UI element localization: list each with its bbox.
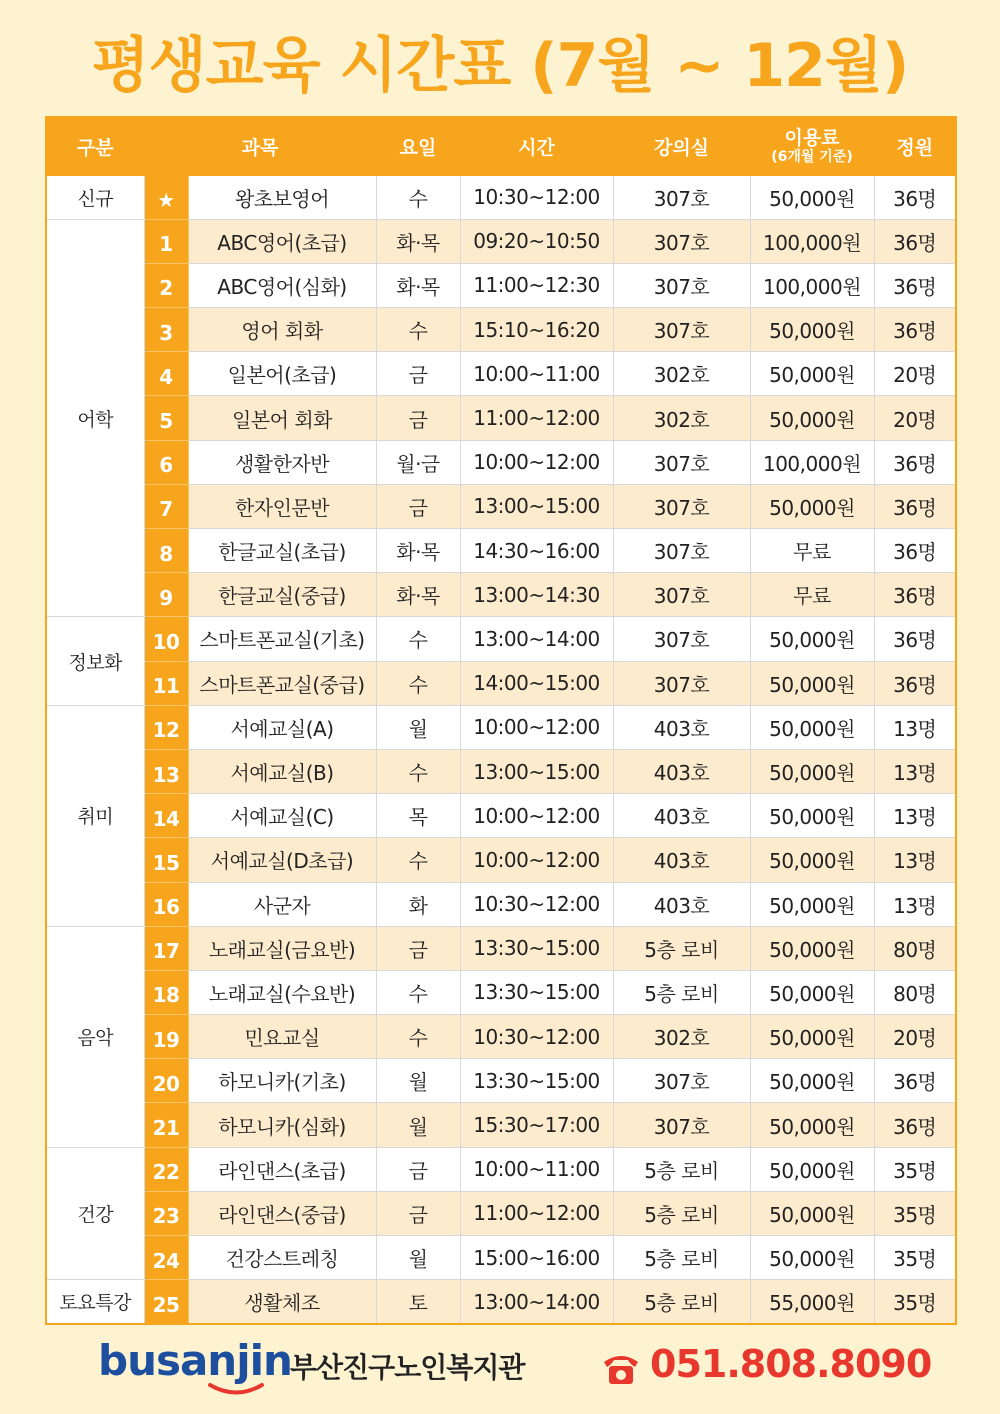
table-row — [46, 794, 956, 838]
room-cell: 403호 — [613, 838, 750, 882]
fee-cell: 55,000원 — [750, 1280, 874, 1324]
room-cell: 5층 로비 — [613, 1280, 750, 1324]
time-cell: 13:30~15:00 — [460, 926, 613, 970]
category-cell: 건강 — [46, 1147, 144, 1280]
row-number: 11 — [144, 661, 188, 705]
room-cell: 307호 — [613, 263, 750, 307]
fee-cell: 무료 — [750, 573, 874, 617]
time-cell: 10:00~12:00 — [460, 705, 613, 749]
table-row — [46, 1236, 956, 1280]
subject-cell: 영어 회화 — [188, 308, 376, 352]
row-number: 15 — [144, 838, 188, 882]
fee-cell: 50,000원 — [750, 1015, 874, 1059]
header-fee-note: (6개월 기준) — [771, 149, 853, 166]
room-cell: 5층 로비 — [613, 1236, 750, 1280]
fee-cell: 50,000원 — [750, 352, 874, 396]
row-number: 12 — [144, 705, 188, 749]
time-cell: 09:20~10:50 — [460, 219, 613, 263]
capacity-cell: 35명 — [874, 1280, 956, 1324]
room-cell: 307호 — [613, 440, 750, 484]
time-cell: 10:00~12:00 — [460, 838, 613, 882]
subject-cell: 건강스트레칭 — [188, 1236, 376, 1280]
category-cell: 정보화 — [46, 617, 144, 705]
row-number: 9 — [144, 573, 188, 617]
subject-cell: 노래교실(수요반) — [188, 970, 376, 1014]
subject-cell: ABC영어(심화) — [188, 263, 376, 307]
capacity-cell: 13명 — [874, 705, 956, 749]
time-cell: 13:30~15:00 — [460, 1059, 613, 1103]
day-cell: 수 — [376, 308, 460, 352]
day-cell: 수 — [376, 970, 460, 1014]
subject-cell: 민요교실 — [188, 1015, 376, 1059]
row-number: 20 — [144, 1059, 188, 1103]
capacity-cell: 20명 — [874, 396, 956, 440]
time-cell: 10:00~11:00 — [460, 352, 613, 396]
schedule-table — [45, 116, 957, 1325]
room-cell: 302호 — [613, 396, 750, 440]
capacity-cell: 35명 — [874, 1147, 956, 1191]
row-number: 2 — [144, 263, 188, 307]
day-cell: 금 — [376, 396, 460, 440]
capacity-cell: 36명 — [874, 573, 956, 617]
header-fee-label: 이용료 — [784, 127, 840, 150]
row-number: 17 — [144, 926, 188, 970]
subject-cell: 라인댄스(초급) — [188, 1147, 376, 1191]
day-cell: 수 — [376, 617, 460, 661]
table-row — [46, 1103, 956, 1147]
table-body — [46, 175, 956, 1324]
fee-cell: 100,000원 — [750, 263, 874, 307]
time-cell: 11:00~12:30 — [460, 263, 613, 307]
row-number: 4 — [144, 352, 188, 396]
row-number: 24 — [144, 1236, 188, 1280]
day-cell: 화·목 — [376, 529, 460, 573]
subject-cell: 스마트폰교실(기초) — [188, 617, 376, 661]
row-number: 5 — [144, 396, 188, 440]
capacity-cell: 36명 — [874, 219, 956, 263]
fee-cell: 50,000원 — [750, 175, 874, 219]
room-cell: 302호 — [613, 352, 750, 396]
fee-cell: 100,000원 — [750, 219, 874, 263]
day-cell: 수 — [376, 661, 460, 705]
row-number: 7 — [144, 484, 188, 528]
fee-cell: 50,000원 — [750, 794, 874, 838]
row-number: 6 — [144, 440, 188, 484]
table-row — [46, 529, 956, 573]
subject-cell: 한글교실(초급) — [188, 529, 376, 573]
time-cell: 10:30~12:00 — [460, 175, 613, 219]
table-row — [46, 308, 956, 352]
day-cell: 금 — [376, 926, 460, 970]
day-cell: 금 — [376, 484, 460, 528]
table-row — [46, 838, 956, 882]
time-cell: 15:30~17:00 — [460, 1103, 613, 1147]
category-cell: 취미 — [46, 705, 144, 926]
table-row — [46, 573, 956, 617]
time-cell: 10:30~12:00 — [460, 1015, 613, 1059]
table-row — [46, 175, 956, 219]
room-cell: 403호 — [613, 705, 750, 749]
category-cell: 토요특강 — [46, 1280, 144, 1324]
capacity-cell: 36명 — [874, 661, 956, 705]
time-cell: 13:30~15:00 — [460, 970, 613, 1014]
row-number: 10 — [144, 617, 188, 661]
subject-cell: 노래교실(금요반) — [188, 926, 376, 970]
row-number: 18 — [144, 970, 188, 1014]
fee-cell: 50,000원 — [750, 705, 874, 749]
header-capacity: 정원 — [874, 117, 956, 175]
capacity-cell: 36명 — [874, 440, 956, 484]
capacity-cell: 35명 — [874, 1236, 956, 1280]
fee-cell: 50,000원 — [750, 926, 874, 970]
subject-cell: 생활체조 — [188, 1280, 376, 1324]
time-cell: 14:30~16:00 — [460, 529, 613, 573]
room-cell: 307호 — [613, 484, 750, 528]
fee-cell: 50,000원 — [750, 882, 874, 926]
day-cell: 금 — [376, 1147, 460, 1191]
room-cell: 403호 — [613, 749, 750, 793]
table-row — [46, 749, 956, 793]
day-cell: 금 — [376, 1191, 460, 1235]
fee-cell: 무료 — [750, 529, 874, 573]
header-subject: 과목 — [144, 117, 376, 175]
day-cell: 월·금 — [376, 440, 460, 484]
table-row — [46, 926, 956, 970]
table-row — [46, 705, 956, 749]
capacity-cell: 35명 — [874, 1191, 956, 1235]
row-number: ★ — [144, 175, 188, 219]
day-cell: 수 — [376, 749, 460, 793]
time-cell: 11:00~12:00 — [460, 396, 613, 440]
subject-cell: 일본어(초급) — [188, 352, 376, 396]
subject-cell: 스마트폰교실(중급) — [188, 661, 376, 705]
table-header-row — [46, 117, 956, 175]
subject-cell: ABC영어(초급) — [188, 219, 376, 263]
row-number: 14 — [144, 794, 188, 838]
table-row — [46, 882, 956, 926]
table-row — [46, 1059, 956, 1103]
subject-cell: 서예교실(D초급) — [188, 838, 376, 882]
room-cell: 302호 — [613, 1015, 750, 1059]
capacity-cell: 13명 — [874, 882, 956, 926]
time-cell: 11:00~12:00 — [460, 1191, 613, 1235]
row-number: 25 — [144, 1280, 188, 1324]
subject-cell: 왕초보영어 — [188, 175, 376, 219]
fee-cell: 100,000원 — [750, 440, 874, 484]
capacity-cell: 36명 — [874, 617, 956, 661]
org-name: 부산진구노인복지관 — [290, 1351, 525, 1384]
subject-cell: 일본어 회화 — [188, 396, 376, 440]
time-cell: 10:00~12:00 — [460, 440, 613, 484]
header-time: 시간 — [460, 117, 613, 175]
fee-cell: 50,000원 — [750, 1191, 874, 1235]
row-number: 21 — [144, 1103, 188, 1147]
fee-cell: 50,000원 — [750, 308, 874, 352]
header-room: 강의실 — [613, 117, 750, 175]
day-cell: 화 — [376, 882, 460, 926]
room-cell: 307호 — [613, 308, 750, 352]
fee-cell: 50,000원 — [750, 970, 874, 1014]
day-cell: 화·목 — [376, 573, 460, 617]
room-cell: 307호 — [613, 573, 750, 617]
footer — [0, 1330, 1000, 1414]
fee-cell: 50,000원 — [750, 1236, 874, 1280]
room-cell: 5층 로비 — [613, 926, 750, 970]
fee-cell: 50,000원 — [750, 749, 874, 793]
capacity-cell: 36명 — [874, 484, 956, 528]
capacity-cell: 36명 — [874, 1059, 956, 1103]
telephone-icon — [600, 1348, 642, 1388]
table-row — [46, 484, 956, 528]
room-cell: 403호 — [613, 794, 750, 838]
fee-cell: 50,000원 — [750, 838, 874, 882]
room-cell: 307호 — [613, 175, 750, 219]
room-cell: 5층 로비 — [613, 1191, 750, 1235]
room-cell: 307호 — [613, 219, 750, 263]
day-cell: 목 — [376, 794, 460, 838]
time-cell: 13:00~14:30 — [460, 573, 613, 617]
time-cell: 10:30~12:00 — [460, 882, 613, 926]
table-row — [46, 396, 956, 440]
time-cell: 10:00~11:00 — [460, 1147, 613, 1191]
fee-cell: 50,000원 — [750, 617, 874, 661]
category-cell: 음악 — [46, 926, 144, 1147]
header-fee — [750, 117, 874, 175]
day-cell: 수 — [376, 175, 460, 219]
day-cell: 토 — [376, 1280, 460, 1324]
capacity-cell: 36명 — [874, 529, 956, 573]
time-cell: 13:00~15:00 — [460, 749, 613, 793]
capacity-cell: 13명 — [874, 749, 956, 793]
table-row — [46, 219, 956, 263]
table-row — [46, 1147, 956, 1191]
time-cell: 13:00~15:00 — [460, 484, 613, 528]
row-number: 16 — [144, 882, 188, 926]
category-cell: 신규 — [46, 175, 144, 219]
row-number: 1 — [144, 219, 188, 263]
room-cell: 307호 — [613, 529, 750, 573]
room-cell: 403호 — [613, 882, 750, 926]
subject-cell: 한글교실(중급) — [188, 573, 376, 617]
header-category: 구분 — [46, 117, 144, 175]
busanjin-logo: busanjin — [98, 1336, 292, 1385]
fee-cell: 50,000원 — [750, 661, 874, 705]
fee-cell: 50,000원 — [750, 484, 874, 528]
day-cell: 월 — [376, 705, 460, 749]
subject-cell: 하모니카(심화) — [188, 1103, 376, 1147]
day-cell: 화·목 — [376, 263, 460, 307]
room-cell: 307호 — [613, 617, 750, 661]
table-row — [46, 1191, 956, 1235]
day-cell: 수 — [376, 838, 460, 882]
capacity-cell: 13명 — [874, 838, 956, 882]
row-number: 13 — [144, 749, 188, 793]
subject-cell: 서예교실(B) — [188, 749, 376, 793]
category-cell: 어학 — [46, 219, 144, 617]
table-row — [46, 352, 956, 396]
capacity-cell: 36명 — [874, 175, 956, 219]
row-number: 3 — [144, 308, 188, 352]
fee-cell: 50,000원 — [750, 396, 874, 440]
capacity-cell: 80명 — [874, 970, 956, 1014]
table-row — [46, 970, 956, 1014]
day-cell: 수 — [376, 1015, 460, 1059]
time-cell: 15:10~16:20 — [460, 308, 613, 352]
logo-smile-icon — [206, 1382, 266, 1398]
day-cell: 월 — [376, 1236, 460, 1280]
page-title: 평생교육 시간표 (7월 ~ 12월) — [91, 31, 909, 101]
row-number: 19 — [144, 1015, 188, 1059]
row-number: 8 — [144, 529, 188, 573]
subject-cell: 한자인문반 — [188, 484, 376, 528]
fee-cell: 50,000원 — [750, 1103, 874, 1147]
capacity-cell: 36명 — [874, 1103, 956, 1147]
room-cell: 5층 로비 — [613, 970, 750, 1014]
room-cell: 307호 — [613, 661, 750, 705]
capacity-cell: 20명 — [874, 352, 956, 396]
day-cell: 월 — [376, 1059, 460, 1103]
time-cell: 13:00~14:00 — [460, 1280, 613, 1324]
time-cell: 14:00~15:00 — [460, 661, 613, 705]
table-row — [46, 1015, 956, 1059]
time-cell: 10:00~12:00 — [460, 794, 613, 838]
table-row — [46, 1280, 956, 1324]
fee-cell: 50,000원 — [750, 1147, 874, 1191]
header-day: 요일 — [376, 117, 460, 175]
room-cell: 307호 — [613, 1103, 750, 1147]
day-cell: 금 — [376, 352, 460, 396]
subject-cell: 사군자 — [188, 882, 376, 926]
row-number: 22 — [144, 1147, 188, 1191]
room-cell: 5층 로비 — [613, 1147, 750, 1191]
time-cell: 13:00~14:00 — [460, 617, 613, 661]
capacity-cell: 36명 — [874, 263, 956, 307]
subject-cell: 서예교실(C) — [188, 794, 376, 838]
capacity-cell: 20명 — [874, 1015, 956, 1059]
subject-cell: 라인댄스(중급) — [188, 1191, 376, 1235]
subject-cell: 서예교실(A) — [188, 705, 376, 749]
table-row — [46, 617, 956, 661]
row-number: 23 — [144, 1191, 188, 1235]
day-cell: 월 — [376, 1103, 460, 1147]
capacity-cell: 80명 — [874, 926, 956, 970]
phone-number: 051.808.8090 — [650, 1342, 932, 1386]
subject-cell: 하모니카(기초) — [188, 1059, 376, 1103]
day-cell: 화·목 — [376, 219, 460, 263]
time-cell: 15:00~16:00 — [460, 1236, 613, 1280]
capacity-cell: 36명 — [874, 308, 956, 352]
table-row — [46, 440, 956, 484]
fee-cell: 50,000원 — [750, 1059, 874, 1103]
subject-cell: 생활한자반 — [188, 440, 376, 484]
room-cell: 307호 — [613, 1059, 750, 1103]
table-row — [46, 263, 956, 307]
capacity-cell: 13명 — [874, 794, 956, 838]
table-row — [46, 661, 956, 705]
